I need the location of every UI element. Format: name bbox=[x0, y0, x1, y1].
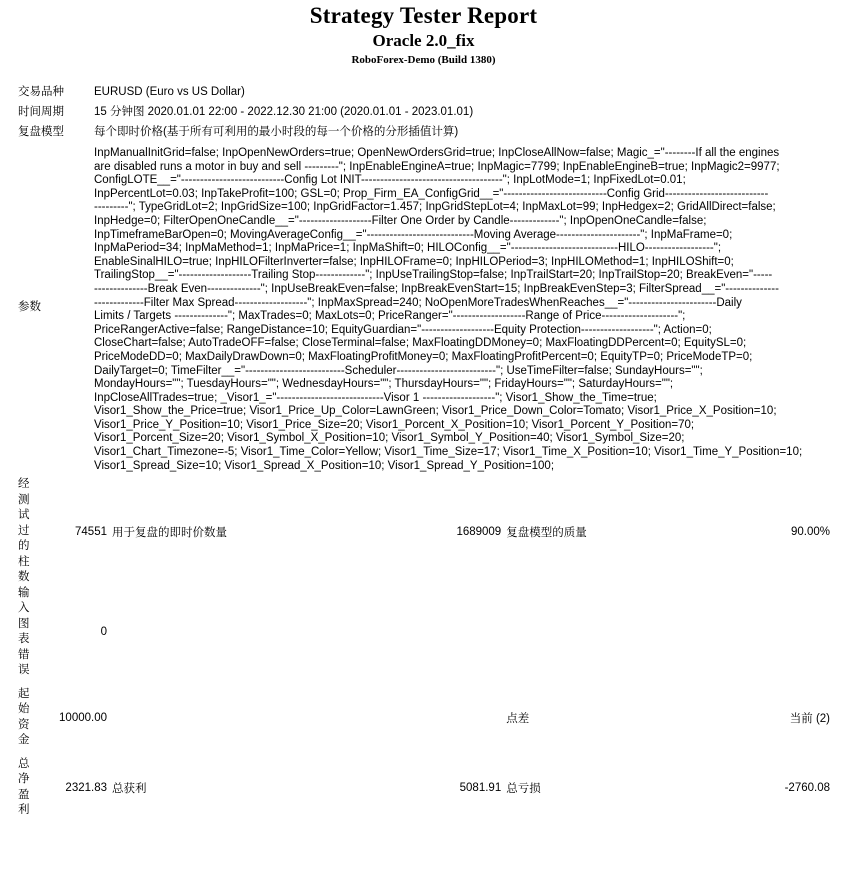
stats-left-desc: 总获利 bbox=[112, 782, 147, 795]
info-label-period: 时间周期 bbox=[18, 106, 64, 118]
stats-left-desc: 用于复盘的即时价数量 bbox=[112, 526, 227, 539]
info-value-model: 每个即时价格(基于所有可利用的最小时段的每一个价格的分形插值计算) bbox=[94, 126, 459, 138]
parameter-line: Visor1_Show_the_Price=true; Visor1_Price_Up_Color=LawnGreen; Visor1_Price_Down_Color=Tomato; Visor1_Price_X_Position=10; bbox=[94, 405, 777, 418]
stats-left-desc bbox=[112, 679, 386, 757]
parameter-line: are disabled runs a motor in buy and sell ---------"; InpEnableEngineA=true; InpMagic=7799; InpEnableEngineB=true; InpMagic2=9977; bbox=[94, 160, 780, 173]
parameter-line: InpCloseAllTrades=true; _Visor1_="----------------------------Visor 1 -------------------"; Visor1_Show_the_Time=true; bbox=[94, 391, 657, 404]
parameter-line: -------------Filter Max Spread-------------------"; InpMaxSpread=240; NoOpenMoreTradesWhenReaches__="-----------------------Daily bbox=[94, 296, 742, 309]
stats-left-value: 10000.00 bbox=[59, 711, 107, 724]
parameter-line: Visor1_Price_Y_Position=10; Visor1_Price_Size=20; Visor1_Porcent_X_Position=10; Visor1_Porcent_Y_Position=70; bbox=[94, 418, 695, 431]
stats-right-value: 当前 (2) bbox=[789, 712, 830, 725]
stats-mid-desc bbox=[506, 586, 698, 679]
parameter-line: DailyTarget=0; TimeFilter__="--------------------------Scheduler--------------------------"; UseTimeFilter=false; SundayHours=""; bbox=[94, 364, 703, 377]
info-row-symbol bbox=[0, 82, 847, 102]
parameter-line: Limits / Targets --------------"; MaxTrades=0; MaxLots=0; PriceRanger="-------------------Range of Price--------------------"; bbox=[94, 310, 686, 323]
parameter-line: InpMaPeriod=34; InpMaMethod=1; InpMaPrice=1; InpMaShift=0; HILOConfig__="----------------------------HILO------------------"; bbox=[94, 242, 722, 255]
stats-mid-value: 5081.91 bbox=[459, 781, 502, 794]
stats-left-desc bbox=[112, 586, 386, 679]
parameter-line: Visor1_Porcent_Size=20; Visor1_Symbol_X_Position=10; Visor1_Symbol_Y_Position=40; Visor1_Symbol_Size=20; bbox=[94, 432, 685, 445]
parameter-line: CloseChart=false; AutoTradeOFF=false; CloseTerminal=false; MaxFloatingDDMoney=0; MaxFloatingDDPercent=0; EquitySL=0; bbox=[94, 337, 747, 350]
stats-right-value bbox=[698, 586, 847, 679]
report-info-table bbox=[0, 82, 847, 473]
parameter-line: Visor1_Spread_Size=10; Visor1_Spread_X_Position=10; Visor1_Spread_Y_Position=100; bbox=[94, 459, 555, 472]
parameter-line: InpPercentLot=0.03; InpTakeProfit=100; GSL=0; Prop_Firm_EA_ConfigGrid__="---------------------------Config Grid--------------------------- bbox=[94, 187, 769, 200]
stats-mid-value bbox=[386, 679, 506, 757]
report-header bbox=[0, 0, 847, 68]
parameter-line: EnableSinalHILO=true; InpHILOFilterInverter=false; InpHILOFrame=0; InpHILOPeriod=3; InpHILOMethod=1; InpHILOShift=0; bbox=[94, 255, 734, 268]
stats-mid-value bbox=[386, 586, 506, 679]
info-label-model: 复盘模型 bbox=[18, 126, 64, 138]
info-value-period: 15 分钟图 2020.01.01 22:00 - 2022.12.30 21:00 (2020.01.01 - 2023.01.01) bbox=[94, 106, 474, 118]
stats-right-value: 90.00% bbox=[790, 525, 830, 538]
stats-left-value: 2321.83 bbox=[65, 781, 107, 794]
parameter-line: ConfigLOTE__="---------------------------Config Lot INIT-------------------------------------"; InpLotMode=1; InpFixedLot=0.01; bbox=[94, 174, 686, 187]
stats-row-label: 经测试过的柱数 bbox=[18, 478, 30, 584]
info-label-symbol: 交易品种 bbox=[18, 86, 64, 98]
parameter-line: Visor1_Chart_Timezone=-5; Visor1_Time_Color=Yellow; Visor1_Time_Size=17; Visor1_Time_X_Position=10; Visor1_Time_Y_Position=10; bbox=[94, 446, 803, 459]
stats-left-value: 74551 bbox=[75, 525, 107, 538]
page-title: Strategy Tester Report bbox=[309, 3, 538, 28]
info-row-parameters bbox=[0, 142, 847, 473]
info-row-model bbox=[0, 122, 847, 142]
stats-mid-value: 1689009 bbox=[456, 525, 502, 538]
report-subtitle: Oracle 2.0_fix bbox=[372, 31, 475, 50]
info-row-period bbox=[0, 102, 847, 122]
stats-left-value: 0 bbox=[100, 626, 107, 639]
stats-row-label: 总净盈利 bbox=[18, 757, 30, 817]
table-row bbox=[0, 679, 847, 757]
parameter-line: ---------"; TypeGridLot=2; InpGridSize=100; InpGridFactor=1.457; InpGridStepLot=4; InpMaxLot=99; InpHedgex=2; GridAllDirect=false; bbox=[94, 201, 776, 214]
parameter-line: TrailingStop__="-------------------Trailing Stop-------------"; InpUseTrailingStop=false; InpTrailStart=20; InpTrailStop=20; BreakEven="----- bbox=[94, 269, 773, 282]
parameter-line: InpHedge=0; FilterOpenOneCandle__="-------------------Filter One Order by Candle-------------"; InpOpenOneCandle=false; bbox=[94, 214, 707, 227]
stats-mid-desc: 总亏损 bbox=[506, 782, 541, 795]
table-row bbox=[0, 757, 847, 819]
report-broker-build: RoboForex-Demo (Build 1380) bbox=[351, 54, 496, 66]
stats-mid-desc: 复盘模型的质量 bbox=[506, 526, 587, 539]
table-row bbox=[0, 477, 847, 586]
report-stats-table bbox=[0, 477, 847, 819]
stats-right-value: -2760.08 bbox=[784, 781, 830, 794]
info-value-symbol: EURUSD (Euro vs US Dollar) bbox=[94, 86, 245, 98]
stats-row-label: 输入图表错误 bbox=[18, 586, 30, 677]
parameter-line: InpManualInitGrid=false; InpOpenNewOrders=true; OpenNewOrdersGrid=true; InpCloseAllNow=false; Magic_="--------If all the engines bbox=[94, 147, 780, 159]
stats-mid-desc: 点差 bbox=[506, 712, 530, 725]
info-label-parameters: 参数 bbox=[18, 300, 41, 313]
parameter-line: MondayHours=""; TuesdayHours=""; WednesdayHours=""; ThursdayHours=""; FridayHours=""; SaturdayHours=""; bbox=[94, 378, 674, 391]
parameter-line: --------------Break Even--------------"; InpUseBreakEven=false; InpBreakEvenStart=15; InpBreakEvenStep=3; FilterSpread__="-------------- bbox=[94, 282, 779, 295]
parameter-line: InpTimeframeBarOpen=0; MovingAverageConfig__="----------------------------Moving Average----------------------"; InpMaFrame=0; bbox=[94, 228, 733, 241]
parameter-line: PriceRangerActive=false; RangeDistance=10; EquityGuardian="-------------------Equity Protection-------------------"; Action=0; bbox=[94, 323, 712, 336]
table-row bbox=[0, 586, 847, 679]
stats-row-label: 起始资金 bbox=[18, 687, 30, 747]
info-value-parameters bbox=[94, 142, 847, 473]
parameter-line: PriceModeDD=0; MaxDailyDrawDown=0; MaxFloatingProfitMoney=0; MaxFloatingProfitPercent=0; EquityTP=0; PriceModeTP=0; bbox=[94, 350, 753, 363]
